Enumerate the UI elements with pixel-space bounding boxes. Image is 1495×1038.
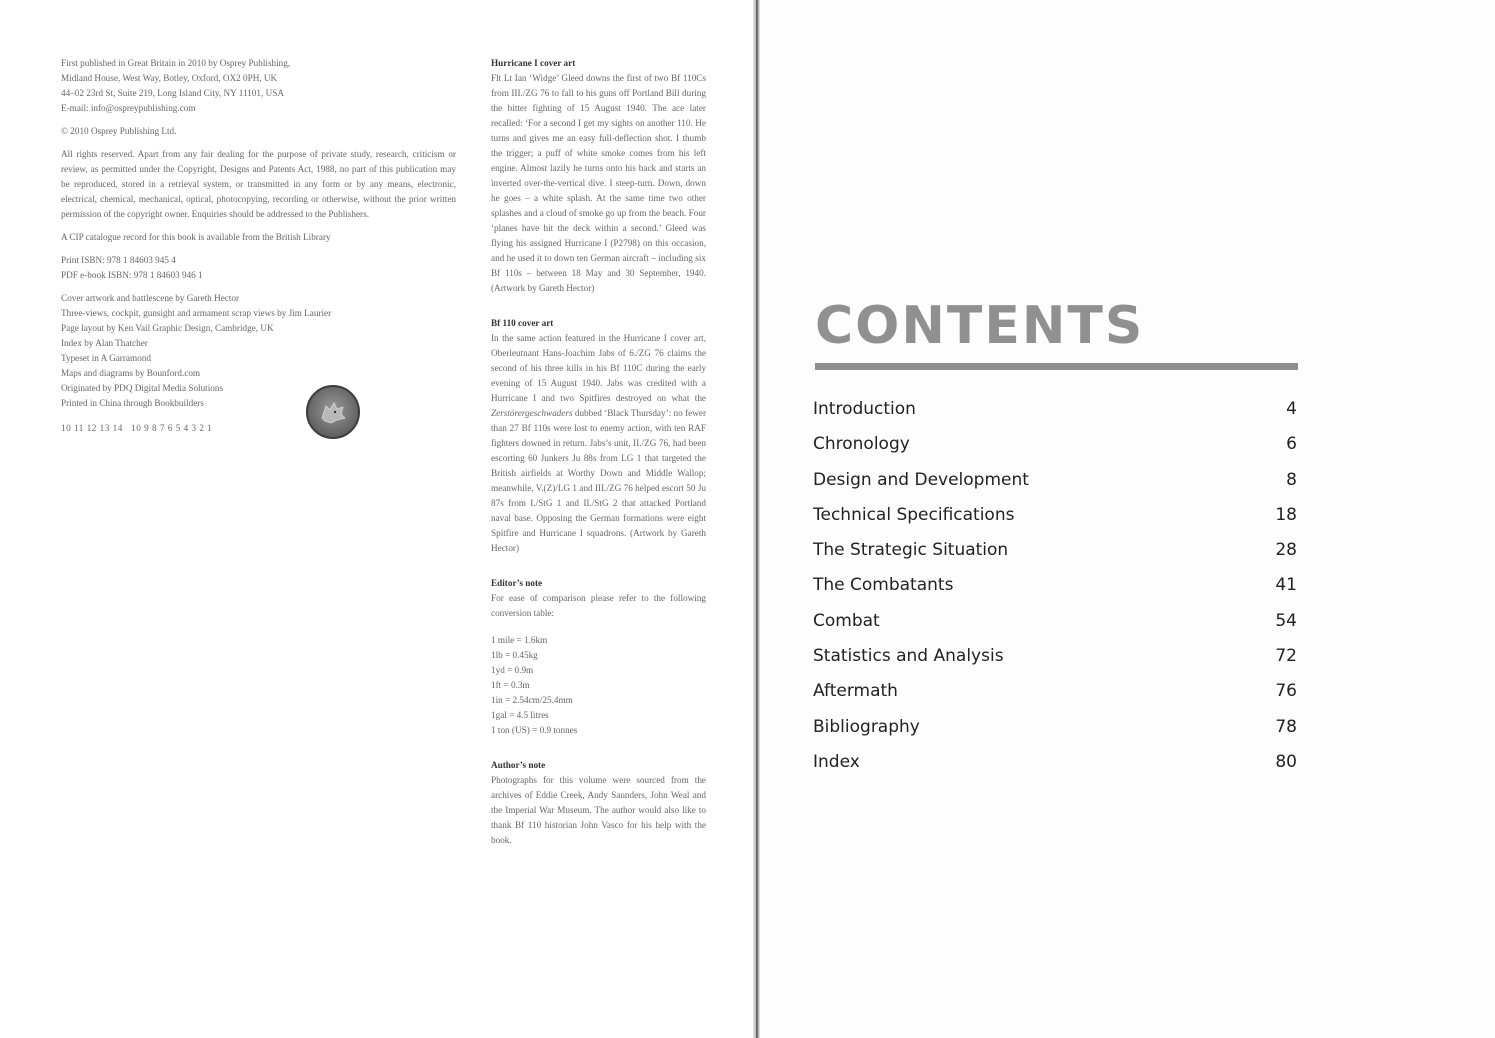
toc-entry-design-and-development[interactable]: [813, 470, 1297, 505]
conversion-table: [491, 633, 706, 738]
credit-line: Typeset in A Garramond: [61, 353, 151, 363]
conversion-row: 1 mile = 1.6km: [491, 635, 548, 645]
toc-page-number: 4: [1286, 399, 1297, 419]
toc-label: Aftermath: [813, 681, 898, 702]
notes-column: [491, 56, 706, 868]
toc-page-number: 76: [1275, 681, 1297, 702]
toc-entry-statistics-and-analysis[interactable]: [813, 646, 1297, 681]
toc-page-number: 41: [1275, 575, 1297, 596]
bf110-note-heading: Bf 110 cover art: [491, 318, 554, 328]
toc-page-number: 28: [1275, 540, 1297, 561]
author-note-text: Photographs for this volume were sourced from the archives of Eddie Creek, Andy Saunders, John Weal and the Imperial War Museum. The author would also like to thank Bf 110 historian John Vasco for his help with the book.: [491, 775, 706, 845]
cip-notice: A CIP catalogue record for this book is available from the British Library: [61, 232, 331, 242]
hurricane-note: [491, 56, 706, 296]
isbn-ebook: PDF e-book ISBN: 978 1 84603 946 1: [61, 270, 203, 280]
conversion-row: 1in = 2.54cm/25.4mm: [491, 695, 573, 705]
editor-note: [491, 576, 706, 738]
toc-label: Design and Development: [813, 469, 1029, 490]
publisher-logo-emblem: [306, 385, 360, 439]
toc-label: Technical Specifications: [813, 504, 1015, 525]
toc-entry-bibliography[interactable]: [813, 717, 1297, 752]
toc-page-number: 78: [1275, 716, 1297, 737]
publisher-email: E-mail: info@ospreypublishing.com: [61, 103, 196, 113]
bf110-text-italic: Zerstörergeschwaders: [491, 408, 573, 418]
toc-page-number: 18: [1275, 504, 1297, 525]
conversion-row: 1 ton (US) = 0.9 tonnes: [491, 725, 578, 735]
toc-page-number: 54: [1275, 610, 1297, 631]
credit-line: Index by Alan Thatcher: [61, 338, 148, 348]
author-note-heading: Author’s note: [491, 760, 546, 770]
publisher-line: Midland House, West Way, Botley, Oxford, OX2 0PH, UK: [61, 73, 278, 83]
toc-entry-combatants[interactable]: [813, 575, 1297, 610]
printing-numbers: 10 11 12 13 14 10 9 8 7 6 5 4 3 2 1: [61, 423, 213, 433]
toc-page-number: 6: [1286, 434, 1297, 455]
table-of-contents: [813, 399, 1297, 787]
toc-entry-chronology[interactable]: [813, 434, 1297, 469]
toc-entry-introduction[interactable]: [813, 399, 1297, 434]
credit-line: Maps and diagrams by Bounford.com: [61, 368, 201, 378]
credit-line: Three-views, cockpit, gunsight and armament scrap views by Jim Laurier: [61, 308, 332, 318]
wolf-head-icon: [317, 396, 349, 428]
toc-label: Index: [813, 751, 860, 772]
conversion-row: 1gal = 4.5 litres: [491, 710, 549, 720]
toc-entry-combat[interactable]: [813, 611, 1297, 646]
contents-title: CONTENTS: [815, 296, 1145, 356]
conversion-row: 1yd = 0.9m: [491, 665, 534, 675]
credit-line: Cover artwork and battlescene by Gareth Hector: [61, 293, 240, 303]
credit-line: Printed in China through Bookbuilders: [61, 398, 204, 408]
toc-page-number: 72: [1275, 646, 1297, 667]
imprint-column: [61, 56, 456, 444]
bf110-note-text: [491, 331, 706, 556]
book-gutter: [753, 0, 760, 1038]
credits-block: [61, 291, 456, 411]
rights-notice: All rights reserved. Apart from any fair dealing for the purpose of private study, research, criticism or review, as permitted under the Copyright, Designs and Patents Act, 1988, no part of this publication may be reproduced, stored in a retrieval system, or transmitted in any form or by any means, electronic, electrical, chemical, mechanical, optical, photocopying, recording or otherwise, without the prior written permission of the copyright owner. Enquiries should be addressed to the Publishers.: [61, 149, 456, 219]
toc-label: Statistics and Analysis: [813, 646, 1004, 667]
editor-note-heading: Editor’s note: [491, 578, 543, 588]
hurricane-note-heading: Hurricane I cover art: [491, 58, 576, 68]
toc-entry-aftermath[interactable]: [813, 681, 1297, 716]
credit-line: Originated by PDQ Digital Media Solutions: [61, 383, 224, 393]
toc-label: Introduction: [813, 399, 916, 419]
bf110-note: [491, 316, 706, 556]
author-note: [491, 758, 706, 848]
copyright-notice: © 2010 Osprey Publishing Ltd.: [61, 126, 177, 136]
toc-page-number: 8: [1286, 469, 1297, 490]
toc-label: Bibliography: [813, 716, 920, 737]
contents-rule-divider: [815, 363, 1298, 370]
isbn-print: Print ISBN: 978 1 84603 945 4: [61, 255, 176, 265]
bf110-text-part: dubbed ‘Black Thursday’: no fewer than 27 Bf 110s were lost to enemy action, with ten RAF fighters downed in return. Jabs’s unit, II./ZG 76, had been escorting 60 Junkers Ju 88s from LG 1 that targeted the British airfields at Worthy Down and Middle Wallop; meanwhile, V.(Z)/LG 1 and III./ZG 76 helped escort 50 Ju 87s from I./StG 1 and II./StG 2 that attacked Portland naval base. Opposing the German formations were eight Spitfire and Hurricane I squadrons. (Artwork by Gareth Hector): [491, 408, 706, 553]
conversion-row: 1ft = 0.3m: [491, 680, 530, 690]
bf110-text-part: In the same action featured in the Hurricane I cover art, Oberleutnant Hans-Joachim Jabs of 6./ZG 76 claims the second of his three kills in his Bf 110C during the early evening of 15 August 1940. Jabs was credited with a Hurricane I and two Spitfires destroyed on what the: [491, 333, 706, 403]
toc-entry-index[interactable]: [813, 752, 1297, 787]
publisher-line: First published in Great Britain in 2010 by Osprey Publishing,: [61, 58, 291, 68]
toc-entry-strategic-situation[interactable]: [813, 540, 1297, 575]
editor-note-text: For ease of comparison please refer to the following conversion table:: [491, 593, 706, 618]
toc-page-number: 80: [1275, 751, 1297, 772]
toc-label: Combat: [813, 610, 880, 631]
publisher-block: [61, 56, 456, 116]
toc-label: Chronology: [813, 434, 910, 455]
toc-label: The Strategic Situation: [813, 540, 1009, 561]
toc-label: The Combatants: [813, 575, 954, 596]
toc-entry-technical-specifications[interactable]: [813, 505, 1297, 540]
conversion-row: 1lb = 0.45kg: [491, 650, 538, 660]
publisher-line: 44–02 23rd St, Suite 219, Long Island City, NY 11101, USA: [61, 88, 284, 98]
hurricane-note-text: Flt Lt Ian ‘Widge’ Gleed downs the first of two Bf 110Cs from III./ZG 76 to fall to his guns off Portland Bill during the bitter fighting of 15 August 1940. The ace later recalled: ‘For a second I get my sights on another 110. He turns and gives me an easy full-deflection shot. I thumb the trigger; a puff of white smoke comes from his left engine. Almost lazily he turns onto his back and starts an inverted over-the-vertical dive. I steep-turn. Down, down he goes – a white splash. At the same time two other splashes and a cloud of smoke go up from the beach. Four ‘planes have hit the deck within a second.’ Gleed was flying his assigned Hurricane I (P2798) on this occasion, and he used it to down ten German aircraft – including six Bf 110s – between 18 May and 30 September, 1940. (Artwork by Gareth Hector): [491, 73, 706, 293]
isbn-block: [61, 253, 456, 283]
credit-line: Page layout by Ken Vail Graphic Design, Cambridge, UK: [61, 323, 274, 333]
